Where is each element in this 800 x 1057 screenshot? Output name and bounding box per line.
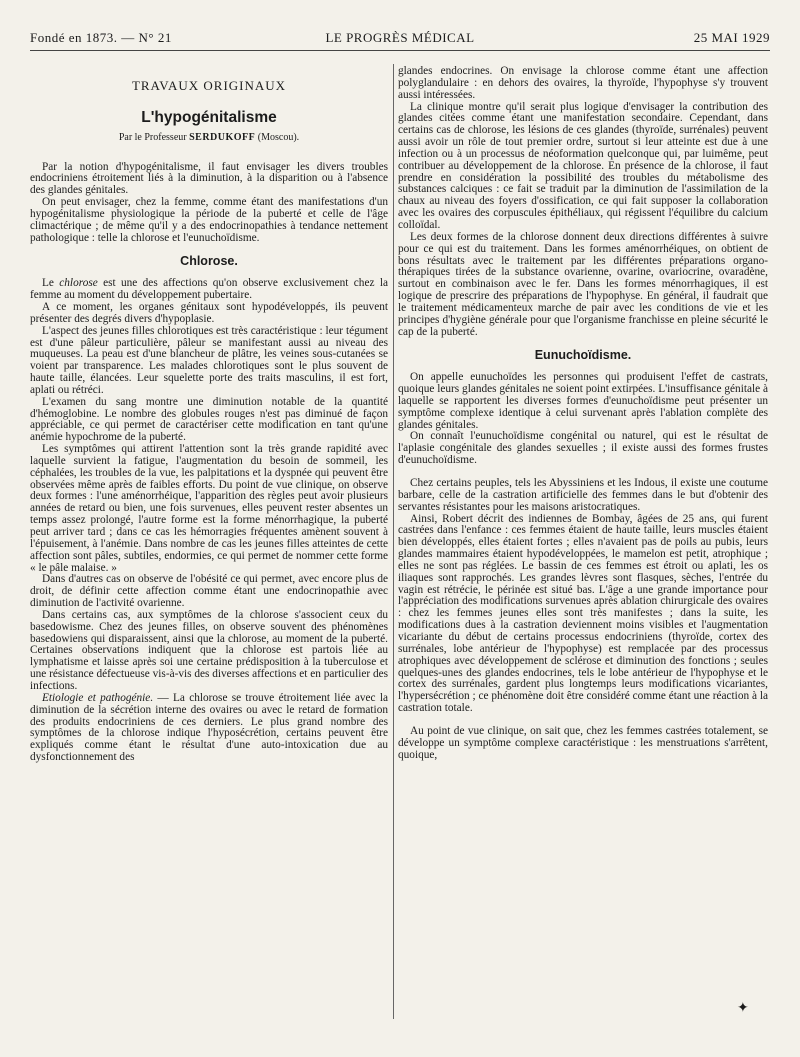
chlorose-paragraph: Les symptômes qui attirent l'attention sont la très grande rapidité avec laquelle survient la fatigue, l'augmentation du besoin de sommeil, les céphalées, les troubles de la vue, les palpitations et la dyspnée qui peuvent être observées même après de faibles efforts. Du point de vue clinique, on observe deux formes : l'une aménorrhéique, l'apparition des règles peut avoir plusieurs années de retard ou bien, une fois survenues, elles peuvent rester absentes un temps assez prolongé, l'autre forme est la forme ménorrhagique, la puberté peut arriver tard ; dans ce cas les hémorragies fréquentes amènent souvent à l'épuisement, à l'anémie. Dans nombre de cas les jeunes filles atteintes de cette affection sont pâles, subtiles, endormies, ce qui permet de nommer cette forme « le pâle malaise. » [30, 443, 388, 574]
left-column [30, 66, 388, 1047]
chlorose-paragraph: Dans certains cas, aux symptômes de la chlorose s'associent ceux du basedowisme. Chez des jeunes filles, on observe souvent des phénomènes basedowiens qui disparaissent, ainsi que la chlorose, au moment de la puberté. Certaines observations indiquent que la chlorose est partois liée au lymphatisme et laisse après soi une certaine prédisposition à la tuberculose et une résistance défectueuse vis-à-vis des diverses affections et en particulier des infections. [30, 608, 388, 692]
italic-term: chlorose [59, 277, 98, 290]
chlorose-paragraph: L'aspect des jeunes filles chlorotiques est très caractéristique : leur tégument est d'une pâleur particulière, pâleur se manifestant aussi au niveau des muqueuses. La peau est d'une blancheur de plâtre, les veines sous-cutanées se voient par transparence. Les malades chlorotiques sont le plus souvent de haute taille, élancées. Leur squelette porte des traits masculins, il est fort, aplati ou rétréci. [30, 324, 388, 396]
eunuchoidisme-paragraph: On connaît l'eunuchoïdisme congénital ou naturel, qui est le résultat de l'aplasie congénitale des glandes sexuelles ; il existe aussi des formes frustes d'eunuchoïdisme. [398, 430, 768, 467]
body-paragraph: Les deux formes de la chlorose donnent deux directions différentes à suivre pour ce qui est du traitement. Dans les formes aménorrhéiques, on obtient de bons résultats avec le traitement par les différentes préparations organo-thérapiques tirées de la substance ovarienne, ovarine, ovariocrine, ovaradène, surtout en combinaison avec le fer. Dans les formes ménorrhagiques, il est logique de prescrire des préparations de l'hypophyse. En général, il faudrait que le traitement médicamenteux marche de pair avec les conditions de vie et les principes d'hygiène générale pour que l'organisme franchisse en pleine sécurité le cap de la puberté. [398, 230, 768, 338]
eunuchoidisme-paragraph: Ainsi, Robert décrit des indiennes de Bombay, âgées de 25 ans, qui furent castrées dans l'enfance : ces femmes étaient de haute taille, leurs muscles étaient bien développés, elles étaient fortes ; elles n'avaient pas de poils au pubis, leurs glandes mammaires étaient hypodéveloppées, le mamelon est petit, atrophique ; elles ne sont pas réglées. Le bassin de ces femmes est étroit ou aplati, les os iliaques sont rapprochés. Les grandes lèvres sont flasques, sèches, l'entrée du vagin est rétrécie, le périnée est situé bas. L'âge a une grande importance pour l'appréciation des modifications survenues après ablation chirurgicale des ovaires : chez les femmes jeunes elles sont très manifestes ; dans la suite, les modifications dues à la castration deviennent moins visibles et l'augmentation vicariante du début de certains processus endocriniens (thyroïde, cortex des surrénales, lobe antérieur de l'hypophyse) est remplacée par des processus atrophiques avec développement de sclérose et diminution des fonctions ; seules quelques-unes des glandes endocrines, tels le lobe antérieur de l'hypophyse et le cortex des surrénales, gardent plus longtemps leurs modifications vicariantes, l'hypersécrétion ; ce phénomène doit être considéré comme étant une réaction à la castration totale. [398, 512, 768, 715]
text-run: est une des affections qu'on observe exclusivement chez la femme au moment du développement pubertaire. [30, 277, 388, 302]
chlorose-paragraph: L'examen du sang montre une diminution notable de la quantité d'hémoglobine. Le nombre des globules rouges n'est pas diminué de façon appréciable, ce qui permet de caractériser cette modification en tant qu'une anémie hypochrome de la puberté. [30, 395, 388, 444]
right-column [398, 66, 768, 1047]
article-title: L'hypogénitalisme [141, 108, 277, 126]
running-header [30, 28, 770, 51]
section-label: TRAVAUX ORIGINAUX [131, 78, 287, 93]
body-paragraph: La clinique montre qu'il serait plus logique d'envisager la contribution des glandes citées comme étant une manifestation secondaire. Cependant, dans certains cas de chlorose, les lésions de ces glandes (thyroïde, surrénales) peuvent aussi avoir un rôle de tout premier ordre, surtout si leur atteinte est due à une infection ou à un processus de néoformation quelconque qui, par luimême, peut contribuer au développement de la chlorose. En présence de la chlorose, il faut prendre en considération la possibilité des troubles du métabolisme des substances calciques : ce fait se traduit par la diminution de l'assimilation de la chaux au niveau des foyers d'ossification, ce qui fait supposer la collaboration avec les ovaires des corpuscules épithéliaux, qui régissent l'équilibre du calcium colloïdal. [398, 100, 768, 231]
header-date: 25 MAI 1929 [693, 30, 770, 45]
eunuchoidisme-paragraph: Au point de vue clinique, on sait que, chez les femmes castrées totalement, se développe un symptôme complexe caractéristique : les menstruations s'arrêtent, quoique, [398, 724, 768, 761]
italic-subheading: Etiologie et pathogénie. [42, 691, 154, 704]
text-run: — La chlorose se trouve étroitement liée avec la diminution de la sécrétion interne des ovaires ou avec le retard de formation des produits endocriniens de ces derniers. Le plus grand nombre des symptômes de la chlorose indique l'hyposécrétion, certains peuvent être expliqués comme étant le résultat d'une auto-intoxication due au dysfonctionnement des [30, 691, 388, 764]
byline-prefix: Par le Professeur [118, 131, 187, 143]
byline-suffix: (Moscou). [257, 131, 300, 143]
chlorose-heading: Chlorose. [180, 254, 238, 269]
chlorose-paragraph: Dans d'autres cas on observe de l'obésité ce qui permet, avec encore plus de droit, de définir cette affection comme étant une endocrinopathie avec diminution de l'activité ovarienne. [30, 573, 388, 610]
byline-author: SERDUKOFF [189, 131, 256, 143]
etiology-paragraph [30, 693, 388, 764]
header-founded: Fondé en 1873. — N° 21 [30, 30, 172, 45]
eunuchoidisme-paragraph: Chez certains peuples, tels les Abyssiniens et les Indous, il existe une coutume barbare, celle de la castration artificielle des femmes dans le but d'obtenir des servantes résistantes pour les maisons aristocratiques. [398, 477, 768, 513]
byline [30, 132, 388, 144]
text-run: Le [42, 277, 60, 290]
eunuchoidisme-paragraph: On appelle eunuchoïdes les personnes qui produisent l'effet de castrats, quoique leurs glandes génitales ne soient point extirpées. L'insuffisance génitale à laquelle se rapportent les diverses formes d'eunuchoïdisme peut présenter un symptôme complexe identique à celui survenant après l'ablation complète des glandes génitales. [398, 371, 768, 431]
continued-paragraph: glandes endocrines. On envisage la chlorose comme étant une affection polyglandulaire : en dehors des ovaires, la thyroïde, l'hypophyse s'y trouvent aussi intéressées. [398, 66, 768, 101]
header-journal-title: LE PROGRÈS MÉDICAL [325, 30, 475, 45]
eunuchoidisme-heading: Eunuchoïdisme. [534, 348, 632, 363]
intro-paragraph: On peut envisager, chez la femme, comme étant des manifestations d'un hypogénitalisme physiologique la période de la puberté et celle de l'âge climactérique ; de même qu'il y a des endocrinopathies à tendance nettement pathologique : telle la chlorose et l'eunuchoïdisme. [30, 196, 388, 244]
chlorose-paragraph [30, 278, 388, 302]
intro-paragraph: Par la notion d'hypogénitalisme, il faut envisager les divers troubles endocriniens étroitement liés à la diminution, à la disparition ou à l'absence des glandes génitales. [30, 160, 388, 197]
ornament-icon: ✦ [737, 1001, 749, 1016]
chlorose-paragraph: A ce moment, les organes génitaux sont hypodéveloppés, ils peuvent présenter des degrés divers d'hypoplasie. [30, 300, 388, 325]
column-divider [393, 64, 394, 1019]
